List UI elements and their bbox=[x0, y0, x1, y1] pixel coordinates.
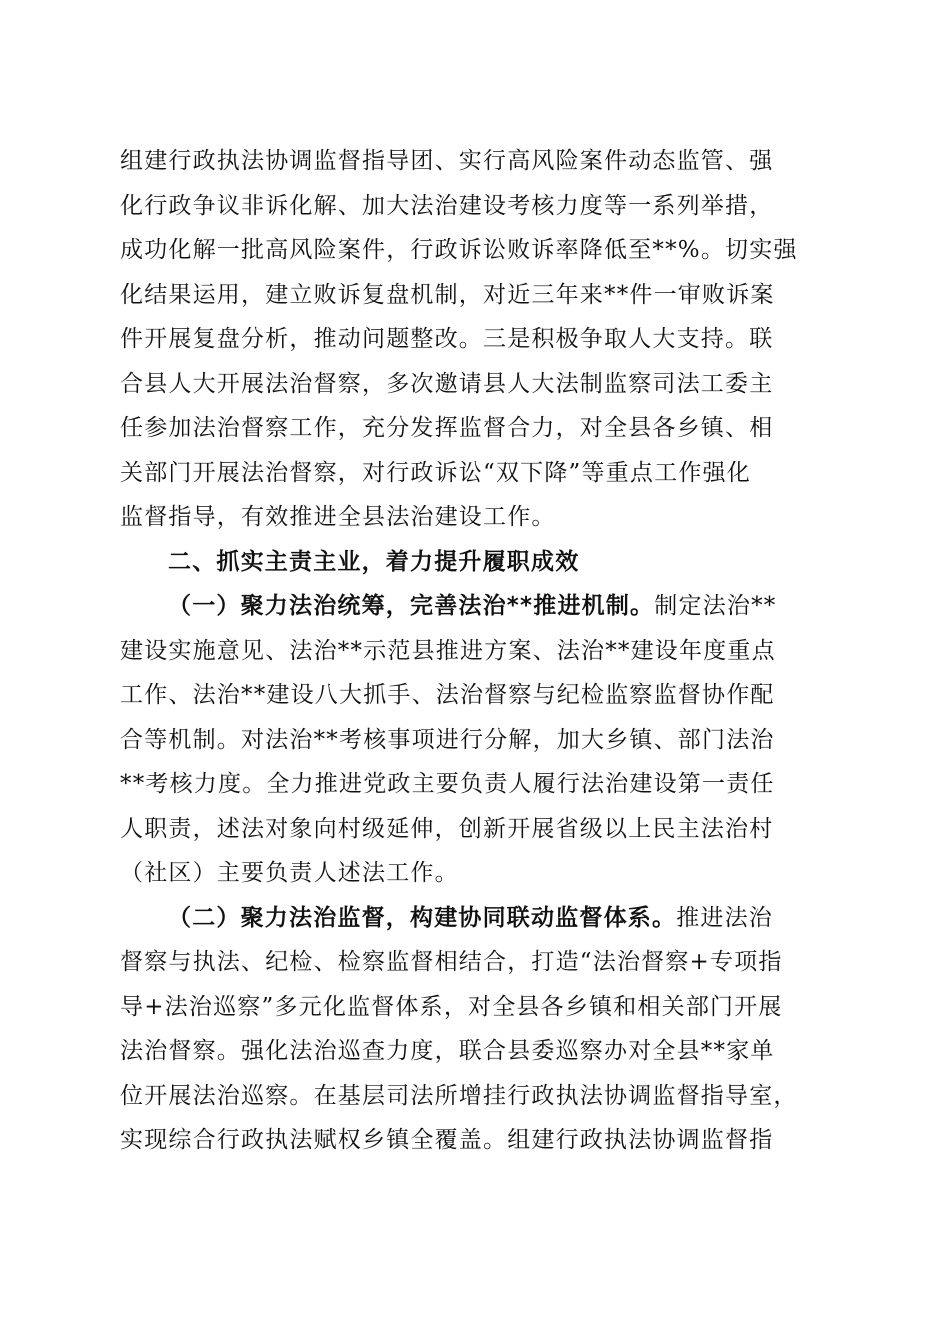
text-line: 任参加法治督察工作，充分发挥监督合力，对全县各乡镇、相 bbox=[120, 415, 774, 441]
text-fragment: 推进法治 bbox=[676, 904, 774, 931]
text-line: 导+法治巡察”多元化监督体系，对全县各乡镇和相关部门开展 bbox=[120, 993, 783, 1020]
text-line: 关部门开展法治督察，对行政诉讼“双下降”等重点工作强化 bbox=[120, 459, 751, 486]
paragraph-continued bbox=[120, 139, 830, 540]
text-line: 合等机制。对法治**考核事项进行分解，加大乡镇、部门法治 bbox=[120, 726, 775, 753]
text-line-first bbox=[120, 584, 830, 629]
document-page bbox=[120, 139, 830, 1163]
text-fragment: 制定法治** bbox=[654, 593, 777, 619]
text-line: 工作、法治**建设八大抓手、法治督察与纪检监察监督协作配 bbox=[120, 682, 775, 708]
subsection-title: （二）聚力法治监督，构建协同联动监督体系。 bbox=[168, 904, 677, 931]
text-line: 成功化解一批高风险案件，行政诉讼败诉率降低至**%。切实强 bbox=[120, 237, 798, 263]
text-line: （社区）主要负责人述法工作。 bbox=[120, 860, 459, 886]
section-heading: 二、抓实主责主业，着力提升履职成效 bbox=[168, 548, 580, 575]
paragraph-subsection-2 bbox=[120, 896, 830, 1163]
text-line: 监督指导，有效推进全县法治建设工作。 bbox=[120, 504, 556, 530]
text-line: 位开展法治巡察。在基层司法所增挂行政执法协调监督指导室， bbox=[120, 1082, 798, 1109]
text-line: 建设实施意见、法治**示范县推进方案、法治**建设年度重点 bbox=[120, 637, 776, 664]
text-line: 实现综合行政执法赋权乡镇全覆盖。组建行政执法协调监督指 bbox=[120, 1127, 774, 1153]
text-line: **考核力度。全力推进党政主要负责人履行法治建设第一责任 bbox=[120, 771, 775, 797]
text-line: 件开展复盘分析，推动问题整改。三是积极争取人大支持。联 bbox=[120, 326, 774, 352]
text-line: 人职责，述法对象向村级延伸，创新开展省级以上民主法治村 bbox=[120, 815, 774, 842]
text-line: 组建行政执法协调监督指导团、实行高风险案件动态监管、强 bbox=[120, 148, 774, 174]
text-line-first bbox=[120, 896, 830, 941]
paragraph-subsection-1 bbox=[120, 584, 830, 896]
text-line: 化行政争议非诉化解、加大法治建设考核力度等一系列举措， bbox=[120, 192, 774, 219]
text-line: 合县人大开展法治督察，多次邀请县人大法制监察司法工委主 bbox=[120, 370, 774, 397]
text-line: 化结果运用，建立败诉复盘机制，对近三年来**件一审败诉案 bbox=[120, 281, 775, 308]
subsection-title: （一）聚力法治统筹，完善法治**推进机制。 bbox=[168, 593, 655, 619]
text-line: 法治督察。强化法治巡查力度，联合县委巡察办对全县**家单 bbox=[120, 1038, 775, 1064]
text-line: 督察与执法、纪检、检察监督相结合，打造“法治督察+专项指 bbox=[120, 949, 783, 975]
